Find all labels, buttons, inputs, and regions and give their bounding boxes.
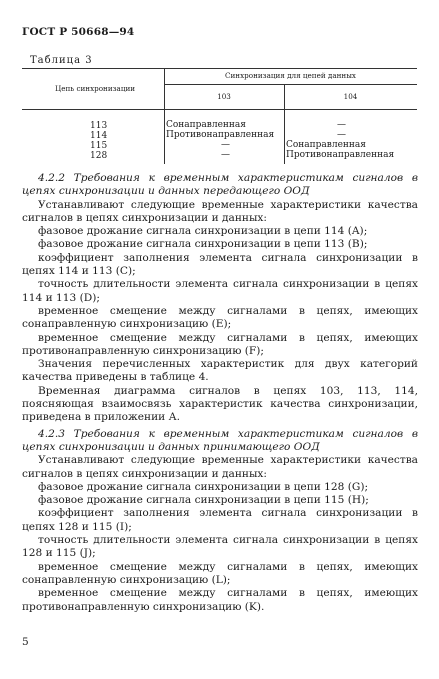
characteristic-e: временное смещение между сигналами в цепях, имеющих сонаправленную синхронизацию (E);	[22, 304, 418, 331]
cell-114-103: Противонаправленная	[166, 130, 275, 140]
table-title: Таблица 3	[30, 55, 93, 66]
diagram-paragraph: Временная диаграмма сигналов в цепях 103, 113, 114, поясняющая взаимосвязь характеристик качества синхронизации, приведена в приложении А.	[22, 384, 418, 424]
section-4-2-3-heading: 4.2.3 Требования к временным характеристикам сигналов в цепях синхронизации и данных принимающего ООД	[22, 427, 418, 453]
characteristic-j: точность длительности элемента сигнала синхронизации в цепях 128 и 115 (J);	[22, 534, 418, 560]
group-header: Синхронизация для цепей данных	[225, 71, 356, 80]
sync-table	[22, 68, 417, 164]
col-header-103: 103	[217, 92, 231, 101]
table-col-divider-1	[164, 68, 165, 164]
page-number: 5	[22, 636, 29, 648]
table-border-top	[22, 68, 417, 69]
characteristic-b: фазовое дрожание сигнала синхронизации в цепи 113 (B);	[38, 238, 368, 251]
section-4-2-2-intro: Устанавливают следующие временные характеристики качества сигналов в цепях синхронизации и данных:	[22, 198, 418, 224]
characteristic-i: коэффициент заполнения элемента сигнала синхронизации в цепях 128 и 115 (I);	[22, 507, 418, 533]
row-circuit-128: 128	[90, 151, 108, 161]
cell-128-104: Противонаправленная	[286, 150, 395, 160]
table-header-divider	[22, 109, 417, 110]
characteristic-g: фазовое дрожание сигнала синхронизации в цепи 128 (G);	[38, 480, 369, 493]
col-header-104: 104	[343, 92, 358, 101]
cell-114-104: —	[337, 130, 346, 140]
section-4-2-2-heading: 4.2.2 Требования к временным характеристикам сигналов в цепях синхронизации и данных передающего ООД	[22, 172, 418, 198]
section-4-2-3-intro: Устанавливают следующие временные характеристики качества сигналов в цепях синхронизации и данных:	[22, 454, 418, 480]
cell-115-104: Сонаправленная	[286, 140, 366, 150]
characteristic-c: коэффициент заполнения элемента сигнала синхронизации в цепях 114 и 113 (C);	[22, 251, 418, 278]
characteristic-d: точность длительности элемента сигнала синхронизации в цепях 114 и 113 (D);	[22, 278, 418, 304]
col-header-circuit: Цепь синхронизации	[54, 84, 136, 93]
row-circuit-113: 113	[90, 121, 108, 131]
characteristic-h: фазовое дрожание сигнала синхронизации в цепи 115 (H);	[38, 494, 369, 507]
body-text	[22, 172, 418, 614]
row-circuit-114: 114	[90, 131, 108, 141]
values-paragraph: Значения перечисленных характеристик для двух категорий качества приведены в таблице 4.	[22, 358, 418, 384]
characteristic-k: временное смещение между сигналами в цепях, имеющих противонаправленную синхронизацию (K).	[22, 587, 418, 613]
characteristic-l: временное смещение между сигналами в цепях, имеющих сонаправленную синхронизацию (L);	[22, 560, 418, 586]
cell-115-103: —	[221, 140, 230, 150]
cell-113-104: —	[337, 120, 346, 130]
characteristic-a: фазовое дрожание сигнала синхронизации в цепи 114 (A);	[38, 225, 368, 238]
characteristic-f: временное смещение между сигналами в цепях, имеющих противонаправленную синхронизацию (F);	[22, 331, 418, 357]
cell-113-103: Сонаправленная	[166, 120, 246, 130]
table-group-divider	[164, 84, 417, 85]
standard-header: ГОСТ Р 50668—94	[22, 26, 135, 38]
cell-128-103: —	[221, 150, 230, 160]
row-circuit-115: 115	[90, 141, 108, 151]
